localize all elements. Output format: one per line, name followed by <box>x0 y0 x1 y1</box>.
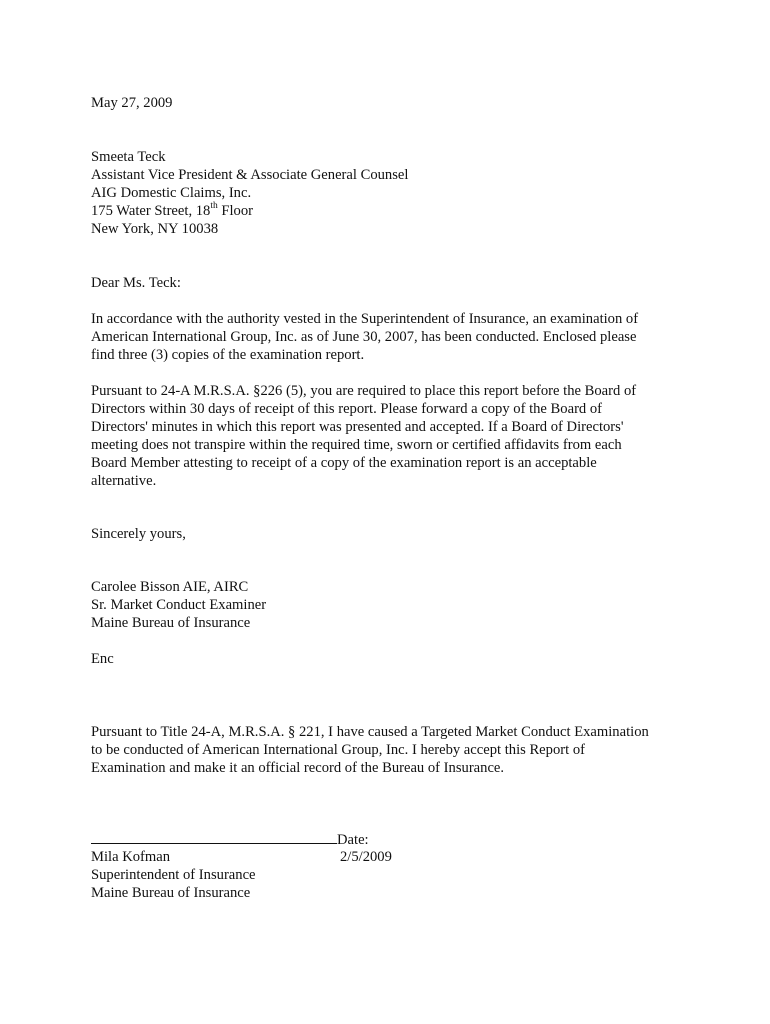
recipient-title: Assistant Vice President & Associate General Counsel <box>91 167 409 183</box>
paragraph-line: Directors' minutes in which this report was presented and accepted. If a Board of Directors' <box>91 419 624 435</box>
paragraph-line: Examination and make it an official record of the Bureau of Insurance. <box>91 760 505 776</box>
paragraph-line: In accordance with the authority vested in the Superintendent of Insurance, an examination of <box>91 311 639 327</box>
body-paragraph-2 <box>91 382 636 490</box>
enclosure-note: Enc <box>91 651 114 667</box>
recipient-name: Smeeta Teck <box>91 149 166 165</box>
closing: Sincerely yours, <box>91 526 186 542</box>
superintendent-org: Maine Bureau of Insurance <box>91 885 251 901</box>
body-paragraph-1 <box>91 310 638 364</box>
superintendent-title: Superintendent of Insurance <box>91 867 256 883</box>
recipient-street-prefix: 175 Water Street, 18 <box>91 203 211 219</box>
acceptance-date-value: 2/5/2009 <box>340 849 392 865</box>
enclosure-block <box>91 650 114 668</box>
paragraph-line: find three (3) copies of the examination report. <box>91 347 365 363</box>
paragraph-line: Pursuant to Title 24-A, M.R.S.A. § 221, I have caused a Targeted Market Conduct Examination <box>91 724 649 740</box>
signer-title: Sr. Market Conduct Examiner <box>91 597 267 613</box>
signer-block <box>91 578 266 632</box>
recipient-city: New York, NY 10038 <box>91 221 219 237</box>
recipient-company: AIG Domestic Claims, Inc. <box>91 185 252 201</box>
recipient-street <box>91 202 408 220</box>
acceptance-paragraph <box>91 723 649 777</box>
superintendent-name: Mila Kofman <box>91 849 171 865</box>
acceptance-date-block <box>340 848 392 866</box>
salutation-block <box>91 274 181 292</box>
letter-date: May 27, 2009 <box>91 95 173 111</box>
closing-block <box>91 525 186 543</box>
recipient-street-suffix: Floor <box>217 203 254 219</box>
signer-org: Maine Bureau of Insurance <box>91 615 251 631</box>
signature-line <box>91 830 337 844</box>
recipient-street-ordinal: th <box>210 201 218 212</box>
paragraph-line: Directors within 30 days of receipt of this report. Please forward a copy of the Board of <box>91 401 603 417</box>
paragraph-line: Board Member attesting to receipt of a copy of the examination report is an acceptable <box>91 455 597 471</box>
recipient-address <box>91 148 408 238</box>
salutation: Dear Ms. Teck: <box>91 275 181 291</box>
paragraph-line: American International Group, Inc. as of June 30, 2007, has been conducted. Enclosed please <box>91 329 637 345</box>
letter-date-block <box>91 94 172 112</box>
signer-name: Carolee Bisson AIE, AIRC <box>91 579 249 595</box>
paragraph-line: alternative. <box>91 473 157 489</box>
paragraph-line: Pursuant to 24-A M.R.S.A. §226 (5), you are required to place this report before the Board of <box>91 383 637 399</box>
paragraph-line: to be conducted of American International Group, Inc. I hereby accept this Report of <box>91 742 585 758</box>
superintendent-block <box>91 848 256 902</box>
date-label: Date: <box>337 832 369 848</box>
signature-line-row <box>91 830 369 849</box>
paragraph-line: meeting does not transpire within the required time, sworn or certified affidavits from each <box>91 437 622 453</box>
